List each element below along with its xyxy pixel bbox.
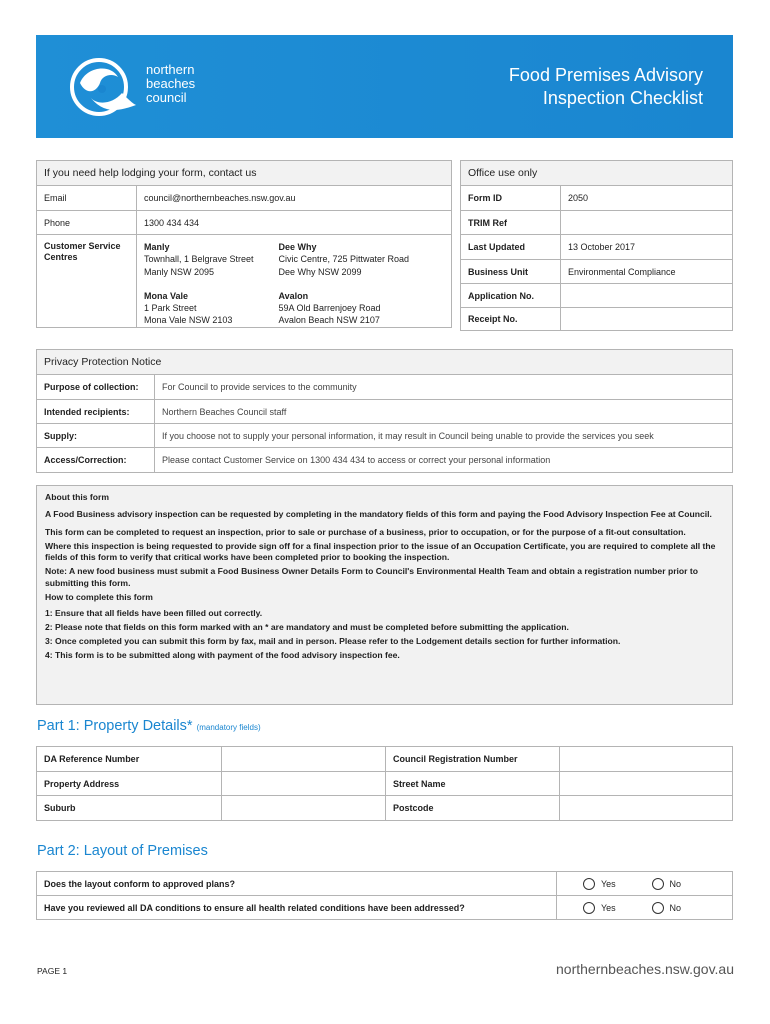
email-value[interactable]: council@northernbeaches.nsw.gov.au	[137, 186, 452, 211]
suburb-label: Suburb	[37, 796, 222, 821]
form-id-label: Form ID	[461, 186, 561, 211]
centre-dee-why: Dee Why Civic Centre, 725 Pittwater Road Dee Why NSW 2099	[278, 242, 410, 277]
instruction-step: 3: Once completed you can submit this form by fax, mail and in person. Please refer to the Lodgement details section for further information.	[45, 636, 621, 647]
phone-label: Phone	[37, 211, 137, 235]
part2-title: Part 2: Layout of Premises	[37, 843, 208, 859]
office-heading: Office use only	[461, 161, 733, 186]
property-address-input[interactable]	[222, 772, 386, 796]
last-updated-label: Last Updated	[461, 235, 561, 260]
about-this-form	[36, 485, 733, 705]
access-label: Access/Correction:	[37, 448, 155, 473]
application-no-field[interactable]	[561, 284, 733, 308]
about-paragraph: Where this inspection is being requested to provide sign off for a final inspection prior to the issue of an Occupation Certificate, you are required to complete all the fields of this form to verify that critical works have been completed prior to booking the inspection.	[45, 540, 716, 563]
council-registration-label: Council Registration Number	[386, 747, 560, 772]
centres-label: Customer Service Centres	[37, 235, 137, 328]
email-label: Email	[37, 186, 137, 211]
suburb-input[interactable]	[222, 796, 386, 821]
da-conditions-question: Have you reviewed all DA conditions to ensure all health related conditions have been addressed?	[37, 896, 557, 920]
office-use-table	[460, 160, 733, 331]
form-id-value[interactable]: 2050	[561, 186, 733, 211]
how-to-heading: How to complete this form	[45, 591, 153, 602]
application-no-label: Application No.	[461, 284, 561, 308]
last-updated-value[interactable]: 13 October 2017	[561, 235, 733, 260]
centre-mona-vale: Mona Vale 1 Park Street Mona Vale NSW 2103	[144, 290, 233, 326]
privacy-heading: Privacy Protection Notice	[37, 350, 733, 375]
street-name-label: Street Name	[386, 772, 560, 796]
postcode-label: Postcode	[386, 796, 560, 821]
trim-ref-field[interactable]	[561, 211, 733, 235]
about-heading: About this form	[45, 492, 109, 502]
council-logo-text: northern beaches council	[146, 62, 196, 105]
header-banner	[36, 35, 733, 138]
business-unit-value[interactable]: Environmental Compliance	[561, 260, 733, 284]
centre-avalon: Avalon 59A Old Barrenjoey Road Avalon Beach NSW 2107	[278, 290, 381, 326]
about-paragraph: This form can be completed to request an inspection, prior to sale or purchase of a business, prior to occupation, or for the purpose of a fit-out consultation.	[45, 526, 686, 537]
page-number: PAGE 1	[37, 966, 68, 976]
form-title: Food Premises Advisory Inspection Checklist	[508, 65, 703, 108]
phone-value[interactable]: 1300 434 434	[137, 211, 452, 235]
no-label: No	[669, 902, 682, 913]
layout-question: Does the layout conform to approved plans?	[37, 872, 557, 896]
contact-heading: If you need help lodging your form, contact us	[37, 161, 452, 186]
about-paragraph: A Food Business advisory inspection can be requested by completing in the mandatory fields of this form and paying the Food Advisory Inspection Fee at Council.	[45, 509, 712, 520]
da-reference-input[interactable]	[222, 747, 386, 772]
part1-title: Part 1: Property Details* (mandatory fields)	[37, 718, 261, 734]
yes-radio[interactable]	[583, 878, 595, 890]
street-name-input[interactable]	[560, 772, 733, 796]
da-reference-label: DA Reference Number	[37, 747, 222, 772]
privacy-notice-table	[36, 349, 733, 473]
property-address-label: Property Address	[37, 772, 222, 796]
supply-value: If you choose not to supply your personal information, it may result in Council being unable to provide the services you seek	[155, 424, 733, 448]
council-logo-icon	[66, 53, 138, 119]
yes-label: Yes	[601, 878, 616, 889]
about-note: Note: A new food business must submit a Food Business Owner Details Form to Council's Environmental Health Team and obtain a registration number prior to submitting this form.	[45, 566, 699, 588]
no-label: No	[669, 878, 682, 889]
no-radio[interactable]	[652, 902, 664, 914]
receipt-no-field[interactable]	[561, 308, 733, 331]
yes-label: Yes	[601, 902, 616, 913]
postcode-input[interactable]	[560, 796, 733, 821]
property-details-table	[36, 746, 733, 821]
instruction-step: 2: Please note that fields on this form marked with an * are mandatory and must be completed before submitting the application.	[45, 622, 569, 633]
trim-ref-label: TRIM Ref	[461, 211, 561, 235]
instruction-step: 4: This form is to be submitted along with payment of the food advisory inspection fee.	[45, 650, 400, 661]
no-radio[interactable]	[652, 878, 664, 890]
recipients-label: Intended recipients:	[37, 400, 155, 424]
access-value: Please contact Customer Service on 1300 434 434 to access or correct your personal information	[155, 448, 733, 473]
purpose-label: Purpose of collection:	[37, 375, 155, 400]
centre-manly: Manly Townhall, 1 Belgrave Street Manly NSW 2095	[144, 242, 254, 277]
recipients-value: Northern Beaches Council staff	[155, 400, 733, 424]
mandatory-note: (mandatory fields)	[196, 723, 261, 732]
yes-radio[interactable]	[583, 902, 595, 914]
purpose-value: For Council to provide services to the community	[155, 375, 733, 400]
footer-url[interactable]: northernbeaches.nsw.gov.au	[556, 961, 734, 977]
layout-of-premises-table	[36, 871, 733, 920]
business-unit-label: Business Unit	[461, 260, 561, 284]
council-registration-input[interactable]	[560, 747, 733, 772]
receipt-no-label: Receipt No.	[461, 308, 561, 331]
instruction-step: 1: Ensure that all fields have been filled out correctly.	[45, 608, 263, 619]
supply-label: Supply:	[37, 424, 155, 448]
contact-table	[36, 160, 452, 328]
